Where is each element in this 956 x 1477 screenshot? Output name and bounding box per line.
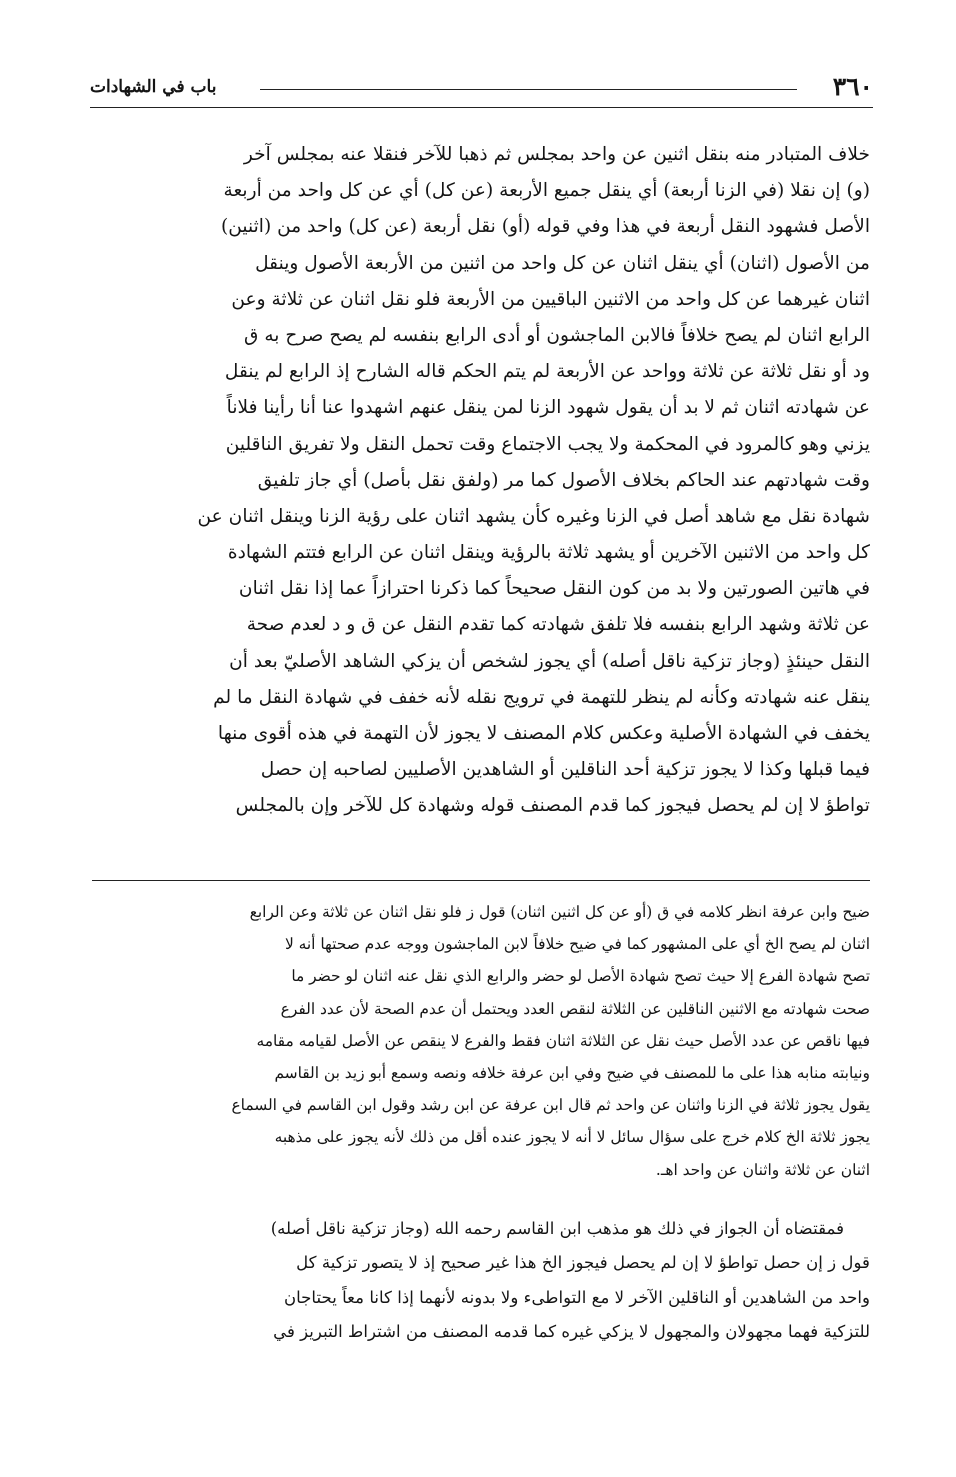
commentary-line: قول ز إن حصل تواطؤ لا إن لم يحصل فيجوز الخ هذا غير صحيح إذ لا يتصور تزكية كل [296, 1253, 870, 1273]
commentary-line: تصح شهادة الفرع إلا حيث تصح شهادة الأصل لو حضر والرابع الذي نقل عنه اثنان لو حضر ما [291, 967, 870, 986]
header-rule [260, 89, 797, 90]
commentary-line: فمقتضاه أن الجواز في ذلك هو مذهب ابن القاسم رحمه الله (وجاز تزكية ناقل أصله) [270, 1219, 844, 1238]
main-text-line: من الأصول (اثنان) أي ينقل اثنان عن كل واحد من اثنين من الأربعة الأصول وينقل [255, 252, 870, 274]
chapter-title: باب في الشهادات [90, 77, 217, 97]
page-header [90, 70, 873, 104]
main-text-line: عن ثلاثة وشهد الرابع بنفسه فلا تلفق شهادته كما تقدم النقل عن ق و د لعدم صحة [246, 614, 870, 636]
main-text-line: في هاتين الصورتين ولا بد من كون النقل صحيحاً كما ذكرنا احترازاً عما إذا نقل اثنان [238, 578, 870, 600]
commentary-line: اثنان لم يصح الخ أي على المشهور كما في ضيح خلافاً لابن الماجشون ووجه عدم صحتها أنه لا [284, 935, 870, 954]
main-text-line: النقل حينئذٍ (وجاز تزكية ناقل أصله) أي يجوز لشخص أن يزكي الشاهد الأصليّ بعد أن [229, 650, 870, 672]
commentary-line: يجوز ثلاثة الخ كلام خرج على سؤال سائل لا أنه لا يجوز عنده أقل من ذلك لأنه يجوز على مذهبه [274, 1128, 870, 1147]
main-text-line: ود أو نقل ثلاثة عن ثلاثة وواحد عن الأربعة لم يتم الحكم قاله الشارح إذ الرابع لم ينقل [224, 361, 870, 383]
commentary-line: ونيابته منابه هذا على ما للمصنف في ضيح وفي ابن عرفة خلافه ونصه وسمع أبو زيد بن القاسم [274, 1063, 870, 1082]
main-text-line: تواطؤ لا إن لم يحصل فيجوز كما قدم المصنف قوله وشهادة كل للآخر وإن بالمجلس [235, 795, 870, 817]
commentary-line: واحد من الشاهدين أو الناقلين الآخر لا مع التواطىء ولا بدونه لأنهما إذا كانا معاً يحتاجان [283, 1287, 870, 1307]
commentary-block [92, 896, 870, 1186]
main-text-line: يخفف في الشهادة الأصلية وعكس كلام المصنف لا يجوز لأن التهمة في هذه أقوى منها [217, 723, 870, 744]
commentary-line: ضيح وابن عرفة انظر كلامه في ق (أو عن كل اثنين اثنان) قول ز فلو نقل اثنان عن ثلاثة وعن الرابع [249, 903, 870, 921]
main-text-line: يزني وهو كالمرود في المحكمة ولا يجب الاجتماع وقت تحمل النقل ولا تفريق الناقلين [225, 433, 870, 455]
main-text-line: الأصل فشهود النقل أربعة في هذا وفي قوله (أو) نقل أربعة (عن كل) واحد من (اثنين) [220, 216, 870, 238]
commentary-paragraph-2 [92, 1212, 870, 1349]
commentary-line: للتزكية فهما مجهولان والمجهول لا يزكي غيره كما قدمه المصنف من اشتراط التبريز في [273, 1321, 870, 1341]
page-number: ٣٦٠ [832, 72, 873, 101]
commentary-line: صحت شهادته مع الاثنين الناقلين عن الثلاثة لنقص العدد ويحتمل أن عدم الصحة لأن عدد الفرع [280, 999, 870, 1018]
main-text-line: (و) إن نقلا (في الزنا أربعة) أي ينقل جميع الأربعة (عن كل) أي عن كل واحد من أربعة [223, 180, 870, 202]
main-text-line: فيما قبلها وكذا لا يجوز تزكية أحد الناقلين أو الشاهدين الأصليين لصاحبه إن حصل [260, 759, 870, 781]
main-text-line: ينقل عنه شهادته وكأنه لم ينظر للتهمة في ترويج نقله لأنه خفف في شهادة النقل ما لم [213, 686, 870, 708]
main-text-line: كل واحد من الاثنين الآخرين أو يشهد ثلاثة بالرؤية وينقل اثنان عن الرابع فتتم الشهادة [227, 542, 870, 564]
main-text-line: الرابع اثنان لم يصح خلافاً فالابن الماجشون أو أدى الرابع بنفسه لم يصح صرح به ق [244, 324, 870, 346]
commentary-line: يقول يجوز ثلاثة في الزنا واثنان عن واحد ثم قال ابن عرفة عن ابن رشد وقول ابن القاسم في السماع [231, 1096, 870, 1115]
footnote-divider [92, 880, 870, 881]
main-text-line: شهادة نقل مع شاهد أصل في الزنا وغيره كأن يشهد اثنان على رؤية الزنا وينقل اثنان عن [197, 505, 870, 527]
main-text-block [92, 137, 870, 825]
main-text-line: خلاف المتبادر منه بنقل اثنين عن واحد بمجلس ثم ذهبا للآخر فنقلا عنه بمجلس آخر [243, 144, 870, 165]
commentary-line: اثنان عن ثلاثة واثنان عن واحد اهـ. [655, 1160, 870, 1179]
main-text-line: وقت شهادتهم عند الحاكم بخلاف الأصول كما مر (ولفق نقل بأصل) أي جاز تلفيق [257, 469, 870, 491]
header-bottom-rule [90, 107, 873, 108]
main-text-line: عن شهادته اثنان ثم لا بد أن يقول شهود الزنا لمن ينقل عنهم اشهدوا عنا أنا رأينا فلاناً [226, 397, 870, 419]
main-text-line: اثنان غيرهما عن كل واحد من الاثنين الباقيين من الأربعة فلو نقل اثنان عن ثلاثة وعن [231, 288, 870, 310]
commentary-line: فيها ناقص عن عدد الأصل حيث نقل عن الثلاثة اثنان فقط والفرع لا ينقص عن الأصل لقيامه مقامه [256, 1031, 870, 1050]
